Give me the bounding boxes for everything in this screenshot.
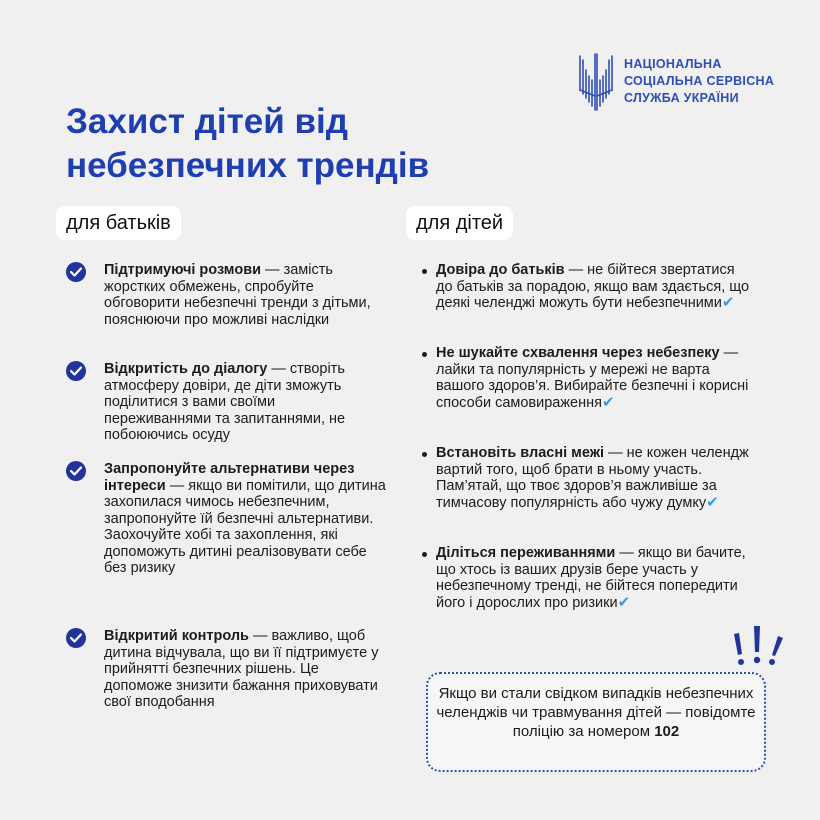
- page-title-line-2: небезпечних трендів: [66, 146, 430, 185]
- check-circle-icon: [66, 461, 86, 481]
- parents-item-heading: Підтримуючі розмови: [104, 262, 262, 278]
- children-list-item: [422, 262, 752, 312]
- trident-emblem-icon: [576, 50, 616, 112]
- parents-item-text: [104, 628, 386, 711]
- parents-list-item: [66, 361, 386, 444]
- police-notice-box: [426, 672, 766, 772]
- checkmark-icon: ✔: [617, 593, 631, 611]
- page-title-line-1: Захист дітей від: [66, 102, 348, 141]
- column-header-parents: для батьків: [56, 206, 181, 240]
- check-circle-icon: [66, 262, 86, 282]
- children-item-body: — не кожен челендж вартий того, щоб брати в ньому участь. Пам’ятай, що твоє здоров’я важливіше за тимчасову популярність або чужу думку: [436, 445, 749, 511]
- parents-list-item: [66, 262, 386, 328]
- check-circle-icon: [66, 361, 86, 381]
- children-list-item: [422, 545, 752, 611]
- notice-text: Якщо ви стали свідком випадків небезпечних челенджів чи травмування дітей — повідомте поліцію за номером: [436, 685, 756, 740]
- parents-item-text: [104, 262, 386, 328]
- children-item-body: — не бійтеся звертатися до батьків за порадою, якщо вам здається, що деякі челенджі можуть бути небезпечними: [436, 262, 750, 311]
- children-item-text: [436, 345, 752, 411]
- parents-item-body: — створіть атмосферу довіри, де діти зможуть поділитися з вами своїми переживаннями та запитаннями, не побоюючись осуду: [104, 361, 346, 443]
- parents-list-item: [66, 461, 386, 577]
- children-list-item: [422, 445, 752, 511]
- logo-line-1: НАЦІОНАЛЬНА: [624, 57, 722, 71]
- children-item-text: [436, 262, 752, 312]
- logo: [576, 50, 774, 112]
- checkmark-icon: ✔: [721, 294, 735, 311]
- children-item-text: [436, 545, 752, 611]
- parents-item-body: — якщо ви помітили, що дитина захопилася чимось небезпечним, запропонуйте їй безпечні альтернативи. Заохочуйте хобі та захоплення, які допоможуть дитині реалізовувати себе без ризику: [104, 477, 386, 576]
- children-item-heading: Не шукайте схвалення через небезпеку: [436, 345, 720, 361]
- column-header-children: для дітей: [406, 206, 513, 240]
- checkmark-icon: ✔: [602, 393, 615, 411]
- logo-text: [624, 56, 774, 107]
- children-item-heading: Встановіть власні межі: [436, 445, 605, 461]
- exclamation-marks-icon: [728, 624, 792, 670]
- page-title: [66, 100, 546, 188]
- children-item-body: — якщо ви бачите, що хтось із ваших друзів бере участь у небезпечному тренді, не бійтеся попередити його і дорослих про ризики: [436, 545, 746, 611]
- parents-item-heading: Запропонуйте альтернативи через інтереси: [104, 461, 355, 494]
- parents-item-body: — важливо, щоб дитина відчувала, що ви її підтримуєте у прийнятті безпечних рішень. Це допоможе знизити бажання приховувати свої вподобання: [104, 628, 379, 710]
- bullet-icon: [422, 269, 427, 274]
- parents-item-text: [104, 361, 386, 444]
- logo-line-3: СЛУЖБА УКРАЇНИ: [624, 91, 739, 105]
- parents-item-body: — замість жорстких обмежень, спробуйте обговорити небезпечні тренди з дітьми, пояснюючи про можливі наслідки: [104, 262, 371, 328]
- parents-item-heading: Відкритість до діалогу: [104, 361, 268, 377]
- police-number: 102: [654, 723, 680, 740]
- children-item-heading: Довіра до батьків: [436, 262, 565, 278]
- logo-line-2: СОЦІАЛЬНА СЕРВІСНА: [624, 74, 775, 88]
- children-item-body: — лайки та популярність у мережі не варта вашого здоров’я. Вибирайте безпечні і корисні способи самовираження: [436, 345, 749, 411]
- bullet-icon: [422, 552, 427, 557]
- children-item-heading: Діліться переживаннями: [436, 545, 616, 561]
- check-circle-icon: [66, 628, 86, 648]
- children-item-text: [436, 445, 752, 511]
- parents-item-text: [104, 461, 386, 577]
- bullet-icon: [422, 452, 427, 457]
- parents-list-item: [66, 628, 386, 711]
- children-list-item: [422, 345, 752, 411]
- bullet-icon: [422, 352, 427, 357]
- checkmark-icon: ✔: [706, 493, 719, 511]
- parents-item-heading: Відкритий контроль: [104, 628, 249, 644]
